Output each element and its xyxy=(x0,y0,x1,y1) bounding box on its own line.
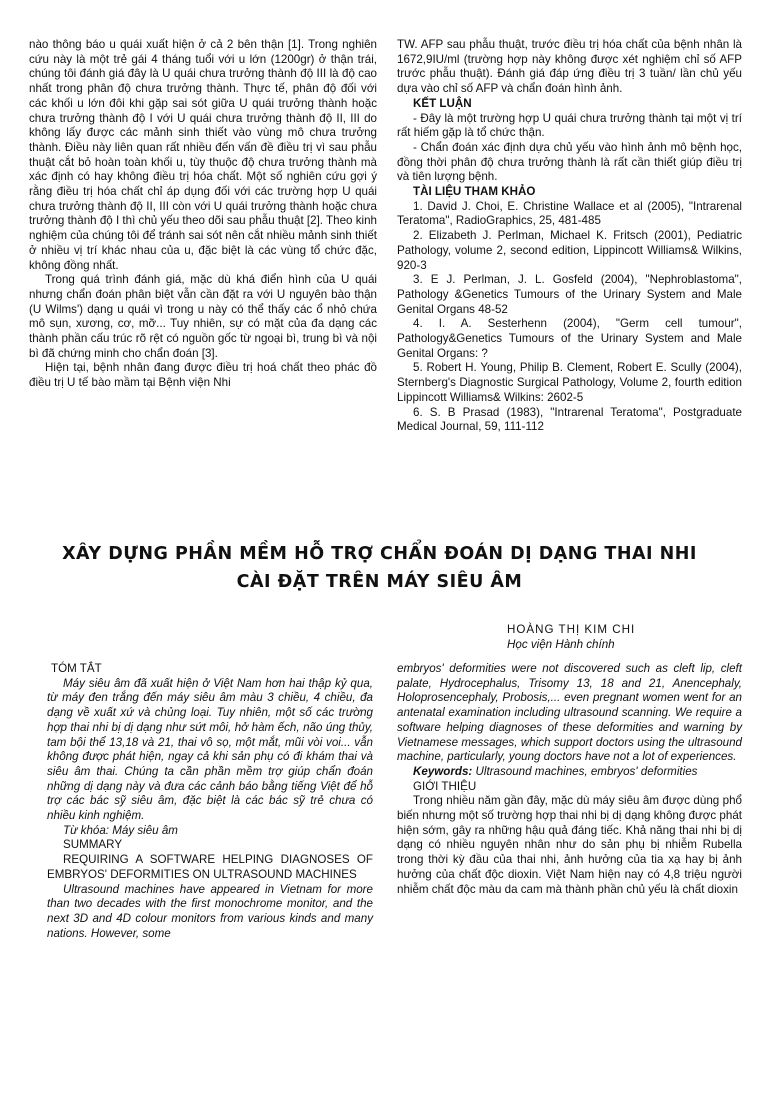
top-left-column xyxy=(29,38,377,391)
keywords-label: Keywords: xyxy=(413,764,473,778)
references-heading: TÀI LIỆU THAM KHẢO xyxy=(413,185,536,199)
article-title-line: CÀI ĐẶT TRÊN MÁY SIÊU ÂM xyxy=(236,572,523,592)
reference-item: 6. S. B Prasad (1983), "Intrarenal Teratoma", Postgraduate Medical Journal, 59, 111-112 xyxy=(397,405,742,434)
introduction-text: Trong nhiều năm gần đây, mặc dù máy siêu âm được dùng phổ biến nhưng một số trường hợp thai nhi bị dị dạng không được phát hiện sớm, gây ra những hậu quả đáng tiếc. Khả năng thai nhi bị dị dạng có nhiều nguyên nhân như do sản phụ bị nhiễm Rubella trong thời kỳ đầu của thai nhi, ảnh hưởng của tia xạ hay bị ảnh hưởng của chất độc dioxin. Việt Nam hiện nay có 4,8 triệu người nhiễm chất độc màu da cam mà thành phần chủ yếu là chất dioxin xyxy=(397,794,742,896)
abstract-text: Máy siêu âm đã xuất hiện ở Việt Nam hơn hai thập kỷ qua, từ máy đen trắng đến máy siêu âm màu 3 chiều, 4 chiều, đa dạng về xuất xứ và chủng loại. Tuy nhiên, một số các trường hợp thai nhi bị dị dạng như sứt môi, hở hàm ếch, não úng thủy, tam bội thể 13,18 và 21, thai vô sọ, một mắt, mũi vòi voi... vẫn không được phát hiện, ngay cả khi sản phụ có đi khám thai và siêu âm thai. Chúng ta cần phần mềm trợ giúp chẩn đoán những dị dạng này và đưa các cảnh báo bằng tiếng Việt để hỗ trợ các bác sỹ siêu âm, đặc biệt là các bác sỹ trẻ chưa có nhiều kinh nghiệm. xyxy=(47,676,373,823)
paragraph: Trong quá trình đánh giá, mặc dù khá điển hình của U quái nhưng chẩn đoán phân biệt vẫn cần đặt ra với U nguyên bào thận (U Wilms') dạng u quái vì trong u này có thể thấy các ổ nhỏ chứa mô sụn, xương, cơ, mỡ... Tuy nhiên, sự có mặt của đa dạng các thành phần cấu trúc rõ rệt có nguồn gốc từ ngoại bì, trung bì và nội bì đã chứng minh cho chẩn đoán [3]. xyxy=(29,273,377,360)
article-title xyxy=(20,540,739,596)
author-block xyxy=(507,622,727,652)
summary-text: Ultrasound machines have appeared in Vietnam for more than two decades with the first monochrome monitor, and the next 3D and 4D colour monitors from various kinds and many nations. However, some xyxy=(47,882,373,940)
introduction-heading: GIỚI THIỆU xyxy=(413,779,477,793)
keywords-vi: Từ khóa: Máy siêu âm xyxy=(63,823,178,837)
conclusion-item: - Chẩn đoán xác định dựa chủ yếu vào hình ảnh mô bệnh học, đồng thời phân độ chưa trưởng thành là rất cần thiết giúp điều trị và tiên lượng bệnh. xyxy=(397,140,742,184)
keywords-text: Ultrasound machines, embryos' deformities xyxy=(475,764,698,778)
reference-item: 4. I. A. Sesterhenn (2004), "Germ cell tumour", Pathology&Genetics Tumours of the Urinary System and Male Genital Organs: ? xyxy=(397,317,742,360)
paragraph: TW. AFP sau phẫu thuật, trước điều trị hóa chất của bệnh nhân là 1672,9IU/ml (trường hợp này không được xét nghiệm chỉ số AFP trước phẫu thuật). Đánh giá đáp ứng điều trị 3 tuần/ lần chủ yếu dựa vào chỉ số AFP và chẩn đoán hình ảnh. xyxy=(397,38,742,96)
reference-item: 3. E J. Perlman, J. L. Gosfeld (2004), "Nephroblastoma", Pathology &Genetics Tumours of the Urinary System and Male Genital Organs 48-52 xyxy=(397,273,742,316)
abstract-heading: TÓM TẮT xyxy=(51,662,102,675)
paragraph: nào thông báo u quái xuất hiện ở cả 2 bên thận [1]. Trong nghiên cứu này là một trẻ gái 4 tháng tuổi với u lớn (1200gr) ở thận trái, chúng tôi đánh giá đây là U quái chưa trưởng thành độ III là độ cao nhất trong phân độ chưa trưởng thành. Thực tế, phân độ đối với các khối u lớn đôi khi gặp sai sót giữa U quái trưởng thành hoặc chưa trưởng thành độ I với U quái chưa trưởng thành độ II, III do không lấy được các mảnh sinh thiết vào vùng mô chưa trưởng thành. Điều này liên quan rất nhiều đến vấn đề điều trị vì sau phẫu thuật cắt bỏ hoàn toàn khối u, tùy thuộc độ chưa trưởng thành mà xác định có hay không điều trị hóa chất. Một số nghiên cứu gợi ý rằng điều trị hóa chất chỉ áp dụng đối với các trường hợp U quái chưa trưởng thành độ II, III còn với U quái trưởng thành hoặc chưa trưởng thành độ I thì chủ yếu theo dõi sau phẫu thuật [2]. Theo kinh nghiệm của chúng tôi để tránh sai sót nên cắt nhiều mảnh sinh thiết ở nhiều vị trí khác nhau của u, đặc biệt là các vùng tổ chức đặc, không đồng nhất. xyxy=(29,38,377,272)
reference-item: 5. Robert H. Young, Philip B. Clement, Robert E. Scully (2004), Sternberg's Diagnostic Surgical Pathology, Volume 2, fourth edition Lippincott Williams& Wilkins: 2602-5 xyxy=(397,361,742,404)
bottom-right-column xyxy=(397,662,742,897)
paragraph: Hiện tại, bệnh nhân đang được điều trị hoá chất theo phác đồ điều trị U tế bào mầm tại Bệnh viện Nhi xyxy=(29,361,377,390)
article-title-line: XÂY DỰNG PHẦN MỀM HỖ TRỢ CHẨN ĐOÁN DỊ DẠNG THAI NHI xyxy=(62,544,697,564)
reference-item: 1. David J. Choi, E. Christine Wallace et al (2005), "Intrarenal Teratoma", RadioGraphics, 25, 481-485 xyxy=(397,199,742,228)
top-right-column xyxy=(397,38,742,435)
summary-heading: SUMMARY xyxy=(63,838,123,852)
conclusion-heading: KẾT LUẬN xyxy=(413,96,472,110)
summary-text: embryos' deformities were not discovered such as cleft lip, cleft palate, Hydrocephalus, Trisomy 13, 18 and 21, Anencephaly, Holoprosencephaly, Probosis,... even pregnant women went for an antenatal examination including ultrasound scanning. We require a software helping diagnoses of these deformities and warning by Vietnamese messages, which support doctors using the ultrasound machine, particularly, young doctors have not a lot of experiences. xyxy=(397,662,742,764)
reference-item: 2. Elizabeth J. Perlman, Michael K. Fritsch (2001), Pediatric Pathology, volume 2, second edition, Lippincott Williams& Wilkins, 920-3 xyxy=(397,229,742,272)
author-name: HOÀNG THỊ KIM CHI xyxy=(507,623,636,636)
author-affiliation: Học viện Hành chính xyxy=(507,638,615,651)
conclusion-item: - Đây là một trường hợp U quái chưa trưởng thành tại một vị trí rất hiếm gặp là tổ chức thận. xyxy=(397,111,742,140)
keywords-en xyxy=(397,765,742,780)
summary-title: REQUIRING A SOFTWARE HELPING DIAGNOSES OF EMBRYOS' DEFORMITIES ON ULTRASOUND MACHINES xyxy=(47,853,373,881)
bottom-left-column xyxy=(47,662,373,941)
